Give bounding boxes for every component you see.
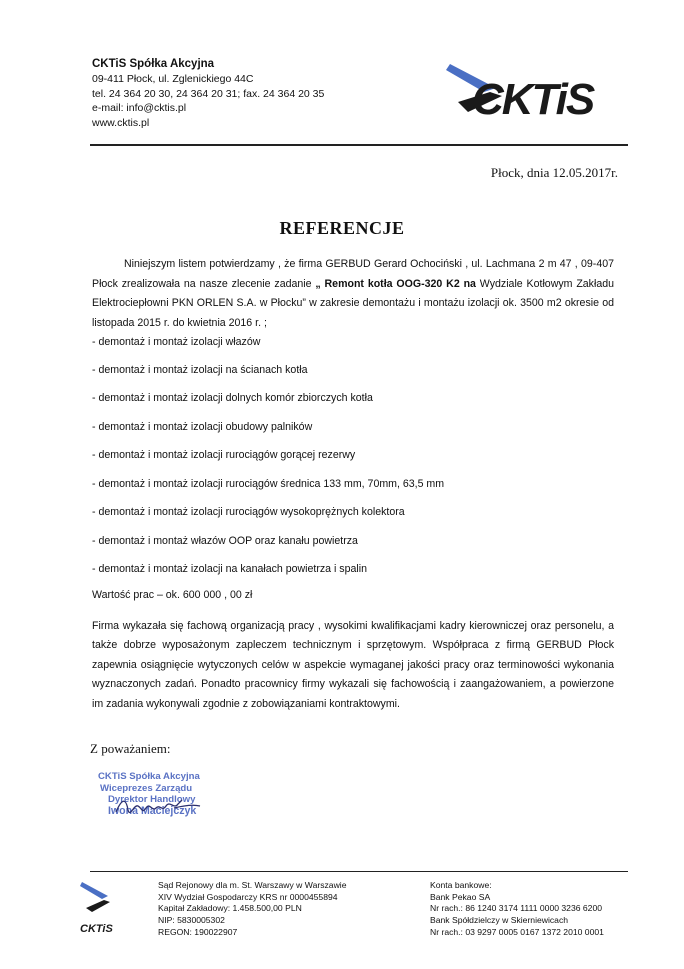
summary-paragraph: Firma wykazała się fachową organizacją pracy , wysokimi kwalifikacjami kadry kierowniczej oraz personelu, a także dobrze wyposażonym zapleczem technicznym i sprzętowym. Współpraca z firmą GERBUD Płock zapewnia osiągnięcie wytyczonych celów w aspekcie wymaganej jakości pracy oraz terminowości wykonania wyznaczonych zadań. Ponadto pracownicy firmy wykazali się fachowością i zaangażowaniem, a powierzone im zadania wykonywali zgodnie z zobowiązaniami kontraktowymi. [92, 620, 614, 710]
court-line: Sąd Rejonowy dla m. St. Warszawy w Warszawie [158, 880, 347, 890]
footer-divider [90, 871, 628, 872]
company-address: 09-411 Płock, ul. Zglenickiego 44C [92, 72, 254, 85]
bank-line: Nr rach.: 03 9297 0005 0167 1372 2010 0001 [430, 926, 604, 937]
intro-project: „ Remont kotła OOG-320 K2 na [315, 277, 476, 290]
list-item: - demontaż i montaż izolacji na kanałach powietrza i spalin [92, 563, 367, 575]
footer-logo-arrow-icon [80, 882, 108, 899]
bank-line: Bank Spółdzielczy w Skierniewicach [430, 915, 569, 926]
court-line: REGON: 190022907 [158, 926, 238, 937]
list-item: - demontaż i montaż izolacji rurociągów średnica 133 mm, 70mm, 63,5 mm [92, 478, 445, 490]
court-line: NIP: 5830005302 [158, 915, 225, 926]
header-divider [90, 144, 628, 146]
stamp-company: CKTiS Spółka Akcyjna [98, 771, 200, 782]
list-item: - demontaż i montaż izolacji na ścianach kotła [92, 364, 308, 376]
letter-title: REFERENCJE [279, 218, 405, 238]
list-item: - demontaż i montaż włazów OOP oraz kanału powietrza [92, 535, 358, 547]
letter-date: Płock, dnia 12.05.2017r. [490, 165, 618, 180]
list-item: - demontaż i montaż izolacji rurociągów gorącej rezerwy [92, 449, 356, 461]
company-phone: tel. 24 364 20 30, 24 364 20 31; fax. 24 364 20 35 [92, 87, 325, 100]
registration-info [158, 880, 346, 939]
bank-line: Konta bankowe: [430, 880, 492, 890]
court-line: XIV Wydział Gospodarczy KRS nr 0000455894 [158, 891, 338, 902]
footer-logo-arrow-lower-icon [86, 900, 110, 912]
stamp-position: Wiceprezes Zarządu [100, 782, 193, 794]
footer-logo [78, 880, 120, 936]
bank-accounts [430, 880, 604, 939]
list-item: - demontaż i montaż izolacji włazów [92, 336, 261, 348]
stamp-role: Dyrektor Handlowy [108, 794, 196, 806]
logo-text: CKTiS [472, 75, 594, 124]
bank-line: Bank Pekao SA [430, 891, 491, 902]
list-item: - demontaż i montaż izolacji dolnych komór zbiorczych kotła [92, 392, 373, 404]
court-line: Kapitał Zakładowy: 1.458.500,00 PLN [158, 903, 302, 914]
handwritten-signature [112, 794, 204, 820]
company-info [92, 57, 324, 131]
intro-text-2: Wydziale Kotłowym Zakładu Elektrociepłowni PKN ORLEN S.A. w Płocku” w zakresie demontażu i montażu izolacji ok. 3500 m2 okresie od listopada 2015 r. do kwietnia 2016 r. ; [92, 277, 615, 329]
work-value: Wartość prac – ok. 600 000 , 00 zł [92, 589, 253, 601]
company-name: CKTiS Spółka Akcyjna [92, 58, 215, 70]
bank-line: Nr rach.: 86 1240 3174 1111 0000 3236 6200 [430, 903, 603, 914]
footer-logo-text: CKTiS [80, 923, 113, 935]
closing-salutation: Z poważaniem: [90, 741, 171, 756]
intro-paragraph [92, 255, 614, 333]
stamp-person: Iwona Maciejczyk [108, 804, 197, 817]
list-item: - demontaż i montaż izolacji rurociągów wysokoprężnych kolektora [92, 506, 405, 518]
list-item: - demontaż i montaż izolacji obudowy palników [92, 421, 313, 433]
company-email: e-mail: info@cktis.pl [92, 102, 187, 115]
intro-text-1: Niniejszym listem potwierdzamy , że firma GERBUD Gerard Ochociński , ul. Lachmana 2 m 47 , 09-407 Płock zrealizowała na nasze zlecenie zadanie [92, 258, 614, 290]
company-website: www.cktis.pl [92, 117, 150, 130]
company-logo [444, 62, 624, 124]
